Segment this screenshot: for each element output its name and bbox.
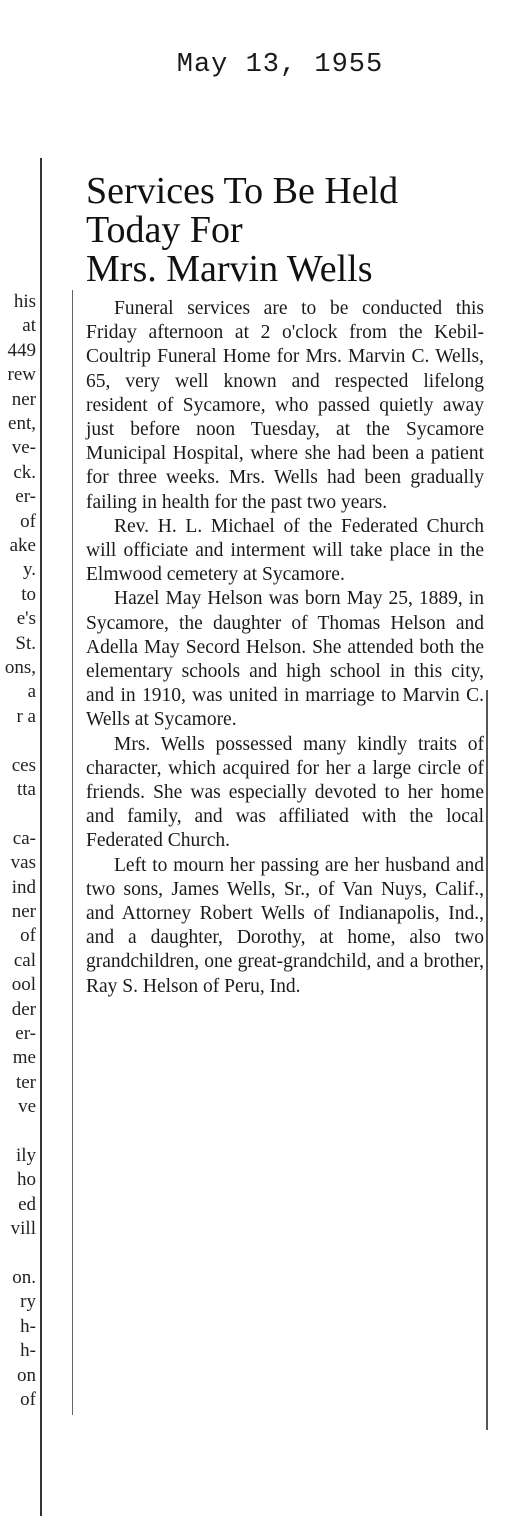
fragment-line: der (11, 998, 36, 1020)
fragment-line: at (22, 315, 36, 337)
fragment-line: cal (13, 949, 36, 971)
headline-line-1: Services To Be Held (86, 170, 399, 212)
fragment-line: of (20, 925, 36, 947)
fragment-line: 449 (7, 339, 36, 361)
fragment-line: y. (22, 559, 36, 581)
article-right-border (486, 690, 488, 1430)
fragment-line: r a (16, 705, 36, 727)
fragment-line: ces (11, 754, 36, 776)
fragment-line: of (20, 510, 36, 532)
fragment-line: ter (15, 1071, 36, 1093)
fragment-line: vas (10, 852, 36, 874)
paragraph-officiant: Rev. H. L. Michael of the Federated Church will officiate and interment will take place in the Elmwood cemetery at Sycamore. (86, 515, 484, 586)
article-left-border (72, 290, 73, 1415)
paragraph-biography: Hazel May Helson was born May 25, 1889, in Sycamore, the daughter of Thomas Helson and Adella May Secord Helson. She attended both the elementary schools and high school in this city, and in 1910, was united in marriage to Marvin C. Wells at Sycamore. (86, 588, 484, 731)
fragment-line: e's (16, 608, 36, 630)
fragment-line: of (20, 1389, 36, 1410)
fragment-line: ve- (11, 437, 36, 459)
article-headline (86, 172, 496, 289)
headline-line-3: Mrs. Marvin Wells (86, 248, 373, 290)
fragment-line: ry (20, 1291, 36, 1313)
article-body (86, 297, 484, 999)
fragment-line: ck. (13, 461, 36, 483)
fragment-line: ake (9, 535, 36, 556)
fragment-line: ed (18, 1193, 36, 1215)
fragment-line: a (27, 681, 36, 703)
left-column-divider (40, 158, 42, 1516)
fragment-line: er- (15, 486, 36, 508)
fragment-line: ner (11, 901, 36, 922)
fragment-line: ner (11, 388, 36, 410)
fragment-line: ind (11, 876, 36, 898)
headline-line-2: Today For (86, 209, 243, 251)
paragraph-survivors: Left to mourn her passing are her husband and two sons, James Wells, Sr., of Van Nuys, Calif., and Attorney Robert Wells of Indianapolis, Ind., and a daughter, Dorothy, at home, also two grandchildren, one great-grandchild, and a brother, Ray S. Helson of Peru, Ind. (86, 854, 484, 997)
fragment-line: ent, (8, 413, 36, 434)
fragment-line: ool (11, 974, 36, 996)
fragment-line: on (17, 1364, 36, 1386)
fragment-line: on. (12, 1267, 36, 1288)
paragraph-service-details: Funeral services are to be conducted this Friday afternoon at 2 o'clock from the Kebil-Coultrip Funeral Home for Mrs. Marvin C. Wells, 65, very well known and respected lifelong resident of Sycamore, who passed quietly away just before noon Tuesday, at the Sycamore Municipal Hospital, where she had been a patient for three weeks. Mrs. Wells had been gradually failing in health for the past two years. (86, 298, 484, 513)
paragraph-character: Mrs. Wells possessed many kindly traits of character, which acquired for her a large circle of friends. She was especially devoted to her home and family, and was affiliated with the local Federated Church. (86, 733, 484, 852)
clipping-date: May 13, 1955 (176, 50, 384, 80)
fragment-line: er- (15, 1023, 36, 1044)
fragment-line: rew (7, 364, 36, 386)
fragment-line: vill (10, 1218, 36, 1240)
fragment-line: to (21, 583, 36, 605)
fragment-line: St. (15, 632, 36, 654)
fragment-line: h- (20, 1315, 36, 1337)
fragment-line: me (12, 1047, 36, 1069)
fragment-line: ho (17, 1169, 36, 1191)
fragment-line: h- (20, 1340, 36, 1362)
fragment-line: tta (17, 779, 36, 800)
fragment-line: his (13, 291, 36, 312)
fragment-line: ve (18, 1096, 36, 1118)
fragment-line: ca- (12, 827, 36, 849)
fragment-line: ily (15, 1145, 36, 1166)
fragment-line: ons, (4, 657, 36, 678)
